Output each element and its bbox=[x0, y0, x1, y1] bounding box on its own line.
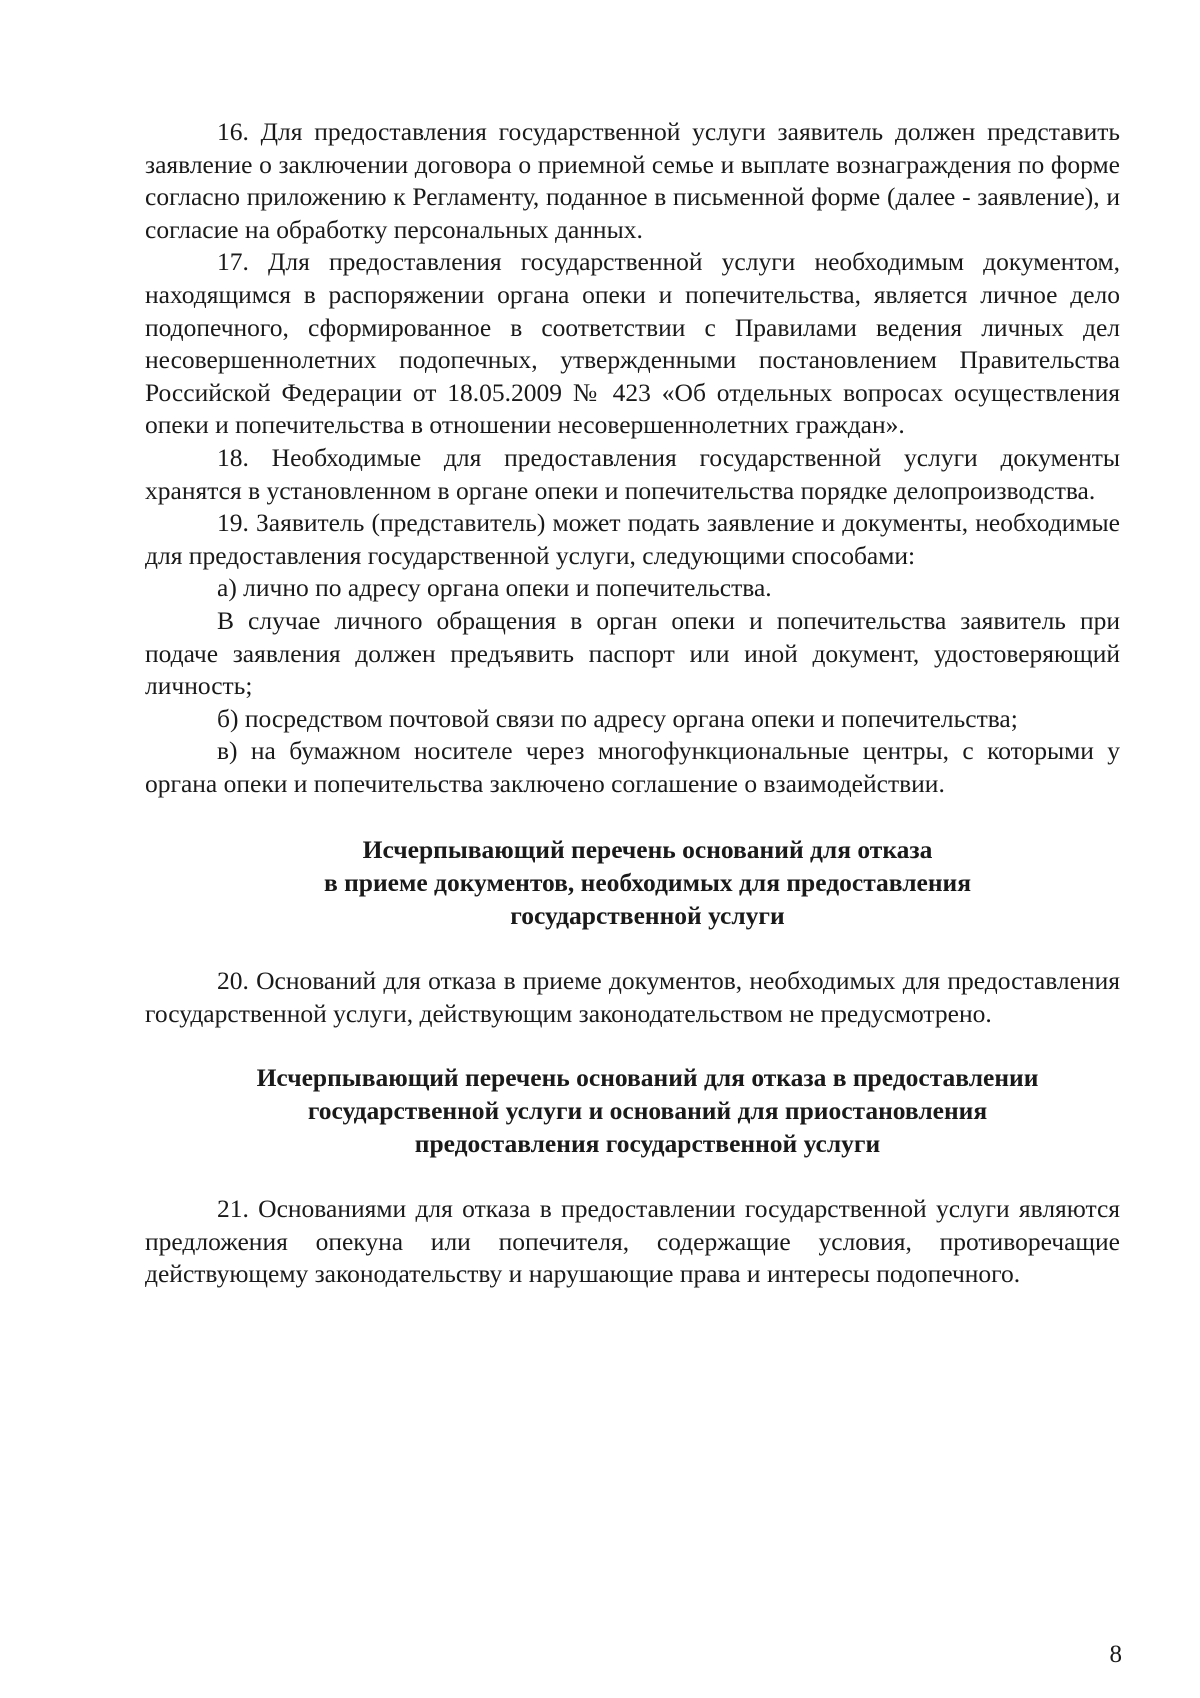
heading-line: предоставления государственной услуги bbox=[414, 1128, 881, 1158]
page-number: 8 bbox=[1109, 1641, 1122, 1668]
paragraph-21: 21. Основаниями для отказа в предоставлении государственной услуги являются предложения опекуна или попечителя, содержащие условия, противоречащие действующему законодательству и нарушающие права и интересы подопечного. bbox=[145, 1194, 1120, 1289]
paragraph-19-item-b: б) посредством почтовой связи по адресу органа опеки и попечительства; bbox=[217, 703, 1018, 733]
heading-line: в приеме документов, необходимых для предоставления bbox=[323, 868, 972, 898]
document-body bbox=[145, 116, 1120, 1291]
heading-line: Исчерпывающий перечень оснований для отказа bbox=[362, 835, 933, 865]
paragraph-19-personal-visit: В случае личного обращения в орган опеки и попечительства заявитель при подаче заявления должен предъявить паспорт или иной документ, удостоверяющий личность; bbox=[145, 605, 1120, 701]
paragraph-16: 16. Для предоставления государственной услуги заявитель должен представить заявление о заключении договора о приемной семье и выплате вознаграждения по форме согласно приложению к Регламенту, поданное в письменной форме (далее - заявление), и согласие на обработку персональных данных. bbox=[145, 117, 1120, 244]
paragraph-19-item-a: а) лично по адресу органа опеки и попечительства. bbox=[217, 573, 772, 603]
section-heading-refusal-service bbox=[145, 1062, 1120, 1160]
paragraph-20: 20. Оснований для отказа в приеме документов, необходимых для предоставления государственной услуги, действующим законодательством не предусмотрено. bbox=[145, 966, 1120, 1028]
paragraph-19-item-v: в) на бумажном носителе через многофункциональные центры, с которыми у органа опеки и попечительства заключено соглашение о взаимодействии. bbox=[145, 736, 1120, 798]
paragraph-18: 18. Необходимые для предоставления государственной услуги документы хранятся в установленном в органе опеки и попечительства порядке делопроизводства. bbox=[145, 442, 1120, 505]
paragraph-17: 17. Для предоставления государственной услуги необходимым документом, находящимся в распоряжении органа опеки и попечительства, является личное дело подопечного, сформированное в соответствии с Правилами ведения личных дел несовершеннолетних подопечных, утвержденными постановлением Правительства Российской Федерации от 18.05.2009 № 423 «Об отдельных вопросах осуществления опеки и попечительства в отношении несовершеннолетних граждан». bbox=[145, 247, 1120, 440]
heading-line: государственной услуги и оснований для приостановления bbox=[307, 1096, 988, 1126]
section-heading-refusal-documents bbox=[145, 834, 1120, 932]
heading-line: Исчерпывающий перечень оснований для отказа в предоставлении bbox=[256, 1063, 1039, 1093]
paragraph-19: 19. Заявитель (представитель) может подать заявление и документы, необходимые для предоставления государственной услуги, следующими способами: bbox=[145, 508, 1120, 570]
heading-line: государственной услуги bbox=[510, 900, 785, 930]
